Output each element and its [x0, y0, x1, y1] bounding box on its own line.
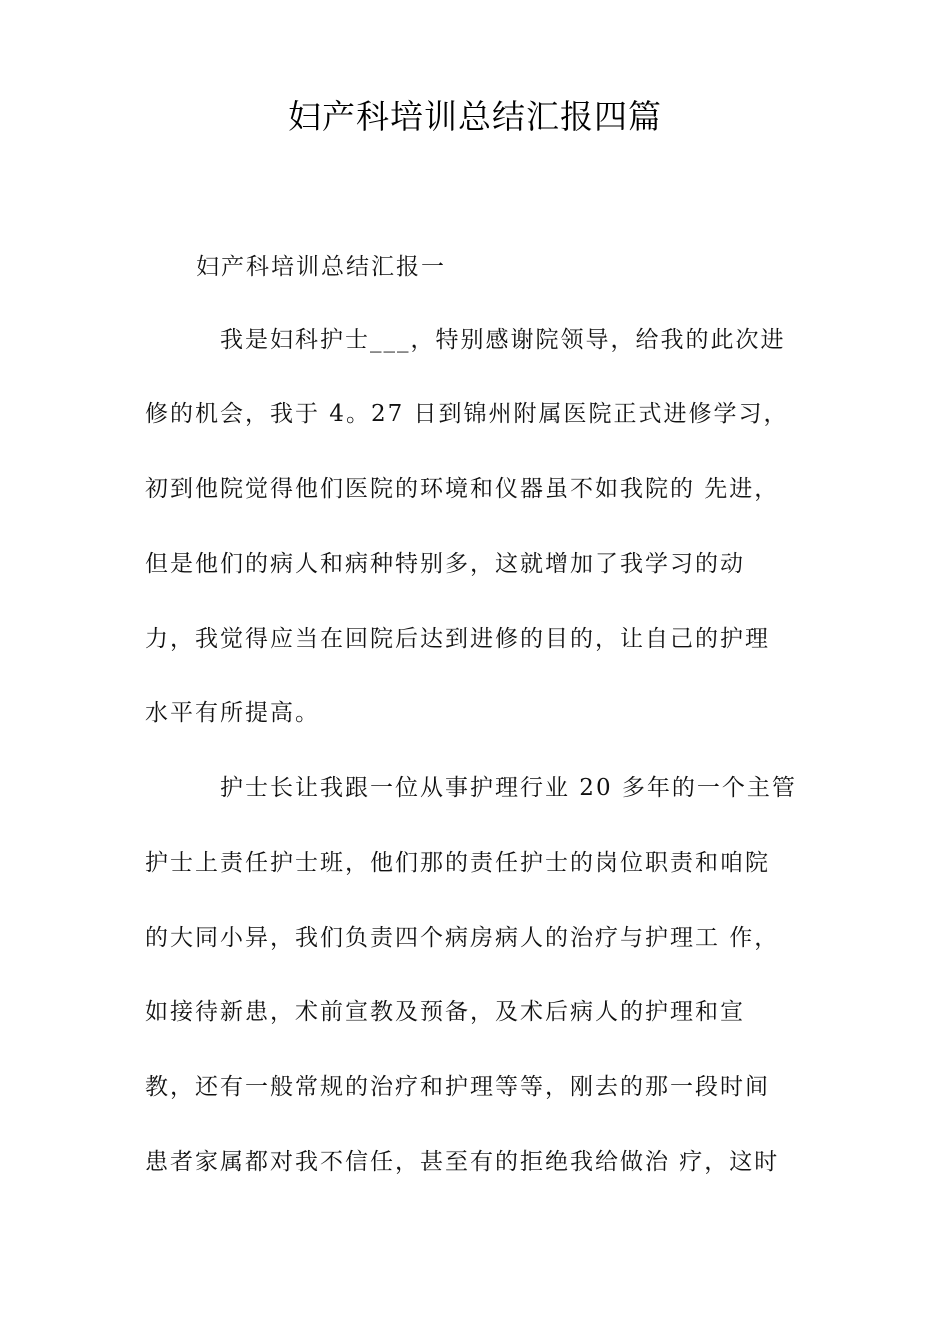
- paragraph-1-line-6: 水平有所提高。: [145, 700, 320, 726]
- paragraph-1-line-2: 修的机会，我于 4。27 日到锦州附属医院正式进修学习，: [145, 401, 789, 427]
- paragraph-1-line-5: 力，我觉得应当在回院后达到进修的目的，让自己的护理: [145, 626, 770, 652]
- paragraph-1-line-3: 初到他院觉得他们医院的环境和仪器虽不如我院的 先进，: [145, 476, 780, 502]
- paragraph-2-line-4: 如接待新患，术前宣教及预备，及术后病人的护理和宣: [145, 999, 745, 1025]
- paragraph-2-line-6: 患者家属都对我不信任，甚至有的拒绝我给做治 疗，这时: [145, 1149, 780, 1175]
- paragraph-2-line-2: 护士上责任护士班，他们那的责任护士的岗位职责和咱院: [145, 850, 770, 876]
- paragraph-2-line-3: 的大同小异，我们负责四个病房病人的治疗与护理工 作，: [145, 925, 780, 951]
- paragraph-1-line-4: 但是他们的病人和病种特别多，这就增加了我学习的动: [145, 551, 745, 577]
- paragraph-1-line-1: 我是妇科护士___，特别感谢院领导，给我的此次进: [220, 327, 786, 353]
- paragraph-2-line-5: 教，还有一般常规的治疗和护理等等，刚去的那一段时间: [145, 1074, 770, 1100]
- section-heading: 妇产科培训总结汇报一: [196, 254, 446, 280]
- document-title: 妇产科培训总结汇报四篇: [288, 97, 662, 136]
- paragraph-2-line-1: 护士长让我跟一位从事护理行业 20 多年的一个主管: [220, 775, 797, 801]
